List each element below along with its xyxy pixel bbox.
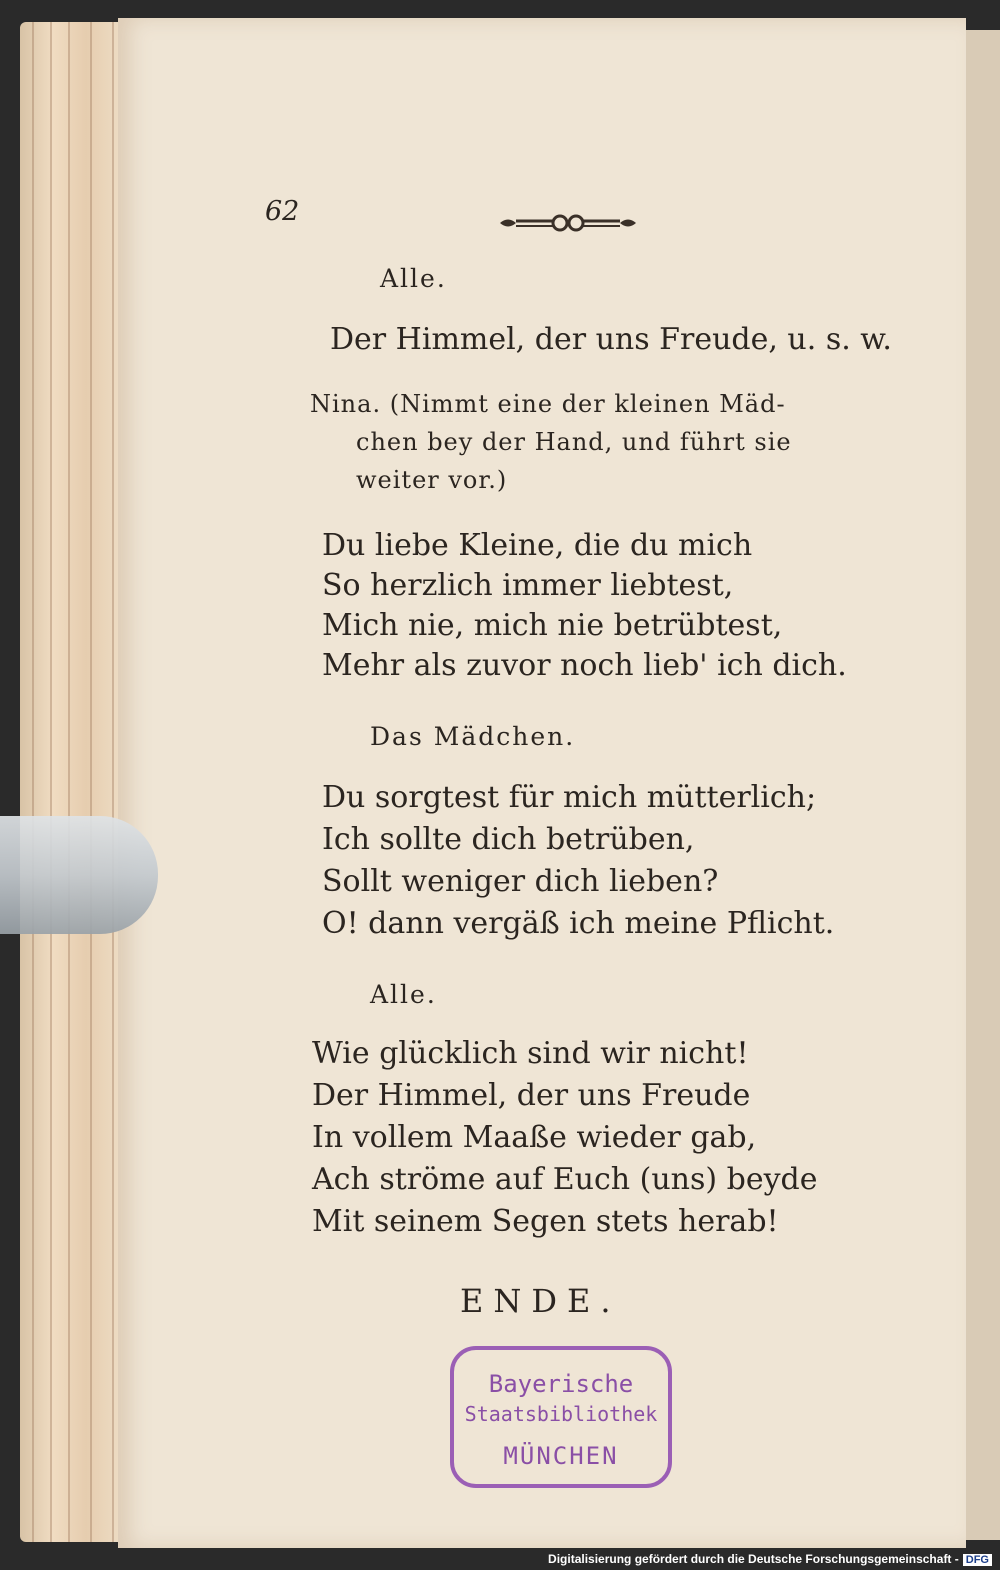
- verse-line: So herzlich immer liebtest,: [322, 568, 734, 603]
- next-page-edge: [960, 30, 1000, 1540]
- verse-line: In vollem Maaße wieder gab,: [312, 1120, 757, 1155]
- verse-line: Der Himmel, der uns Freude, u. s. w.: [330, 322, 892, 357]
- library-stamp: [450, 1346, 672, 1488]
- page-edge-line: [112, 22, 114, 1542]
- stamp-text: Staatsbibliothek: [464, 1402, 658, 1426]
- verse-line: Sollt weniger dich lieben?: [322, 864, 719, 899]
- speaker-heading: Das Mädchen.: [370, 722, 576, 751]
- dfg-logo: DFG: [963, 1554, 992, 1566]
- page-edge-line: [90, 22, 92, 1542]
- stage-direction: weiter vor.): [356, 466, 508, 494]
- verse-line: Wie glücklich sind wir nicht!: [312, 1036, 749, 1071]
- verse-line: Ach ströme auf Euch (uns) beyde: [312, 1162, 818, 1197]
- speaker-heading: Alle.: [370, 980, 437, 1009]
- page-number: 62: [265, 196, 300, 227]
- verse-line: Mich nie, mich nie betrübtest,: [322, 608, 783, 643]
- page-edge-line: [68, 22, 70, 1542]
- verse-line: Mit seinem Segen stets herab!: [312, 1204, 779, 1239]
- verse-line: Der Himmel, der uns Freude: [312, 1078, 751, 1113]
- end-marker: ENDE.: [460, 1282, 621, 1320]
- footer-credit: [548, 1552, 992, 1566]
- stage-direction: chen bey der Hand, und führt sie: [356, 428, 792, 456]
- page-edge-line: [32, 22, 34, 1542]
- verse-line: Mehr als zuvor noch lieb' ich dich.: [322, 648, 847, 683]
- verse-line: Du sorgtest für mich mütterlich;: [322, 780, 817, 815]
- stamp-text: Bayerische: [488, 1370, 634, 1398]
- page-stack-edge: [20, 22, 130, 1542]
- verse-line: O! dann vergäß ich meine Pflicht.: [322, 906, 835, 941]
- speaker-heading: Alle.: [380, 264, 447, 293]
- stamp-text: MÜNCHEN: [503, 1442, 619, 1470]
- ornament-icon: [498, 208, 638, 238]
- verse-line: Ich sollte dich betrüben,: [322, 822, 695, 857]
- stage-direction: Nina. (Nimmt eine der kleinen Mäd-: [310, 390, 786, 418]
- verse-line: Du liebe Kleine, die du mich: [322, 528, 753, 563]
- bookmark-clip: [0, 816, 158, 934]
- page-edge-line: [50, 22, 52, 1542]
- footer-credit-text: Digitalisierung gefördert durch die Deutsche Forschungsgemeinschaft -: [548, 1552, 959, 1566]
